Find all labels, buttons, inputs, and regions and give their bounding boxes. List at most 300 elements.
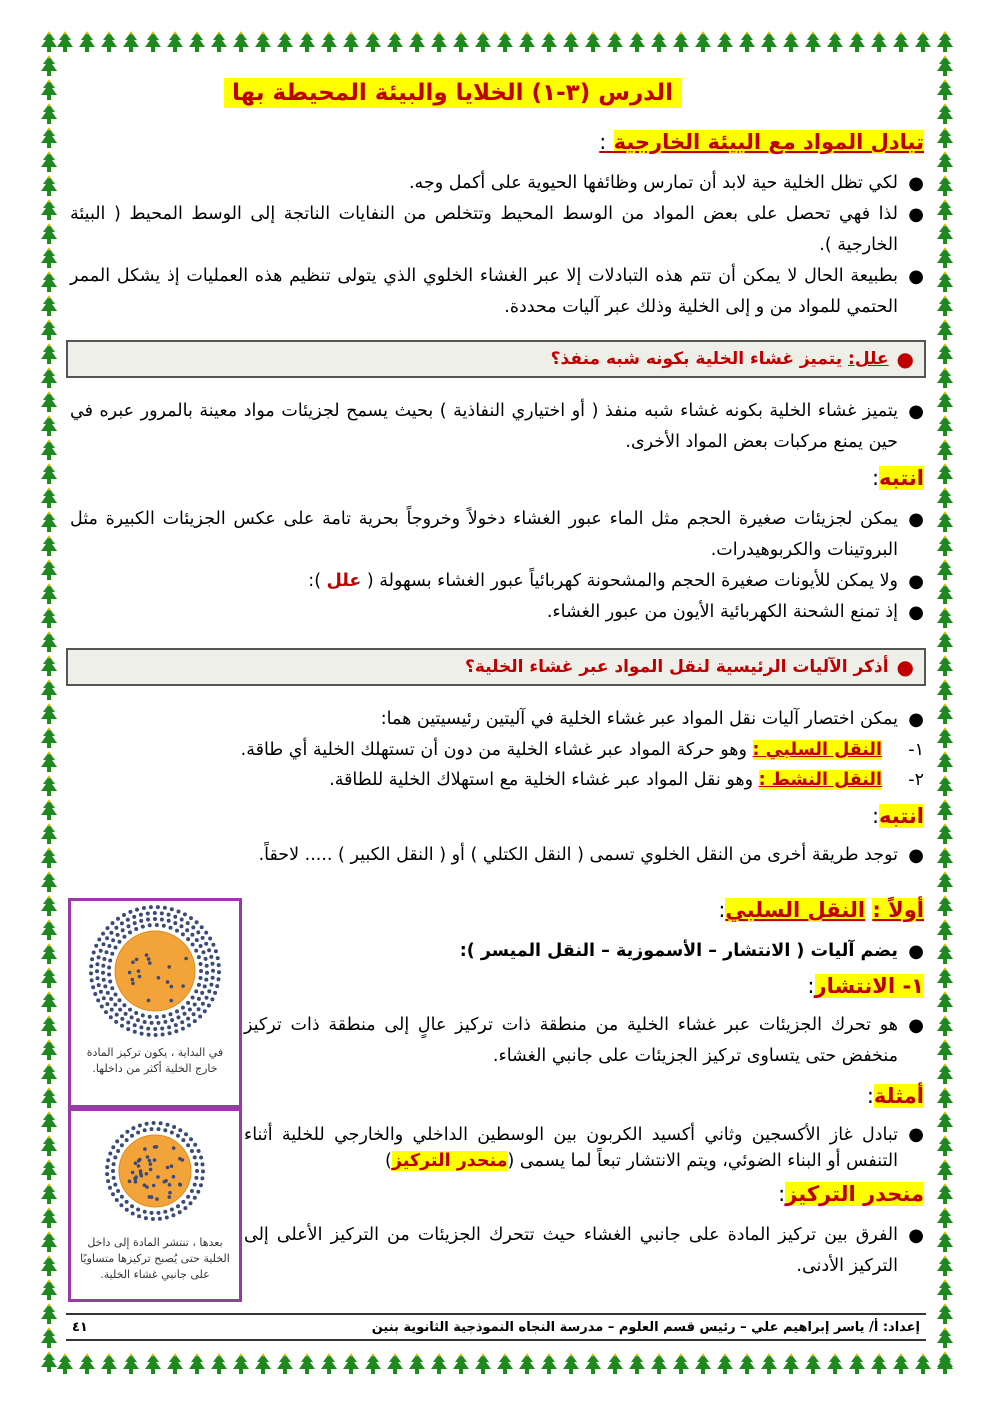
molecule [189,916,193,920]
molecule [215,984,219,988]
tree-icon [38,1110,60,1134]
molecule [105,1165,109,1169]
molecule [184,957,188,961]
molecule [133,1030,137,1034]
tree-icon [670,30,692,54]
tree-icon [38,702,60,726]
molecule [181,984,185,988]
molecule [102,978,106,982]
example-end: ) [384,1151,392,1171]
tree-icon [934,654,956,678]
molecule [181,1200,185,1204]
tree-icon [38,630,60,654]
molecule [90,957,94,961]
molecule [145,1122,149,1126]
tree-icon [934,822,956,846]
tree-icon [934,534,956,558]
passive-includes-text: يضم آليات ( الانتشار – الأسموزية – النقل الميسر ): [459,941,898,961]
footer-label: إعداد: [882,1319,920,1335]
molecule [114,926,118,930]
tree-icon [560,1352,582,1376]
molecule [115,1013,119,1017]
gradient-term: منحدر التركيز [391,1151,508,1171]
tree-icon [912,1352,934,1376]
tree-icon [736,1352,758,1376]
list-item [70,735,924,765]
exchange-list [70,168,924,323]
list-item: ● يمكن لجزيئات صغيرة الحجم مثل الماء عبور الغشاء دخولاً وخروجاً بحرية تامة على عكس الجزيئات الكبيرة مثل البروتينات والكربوهيدرات. [70,504,924,566]
molecule [186,1017,190,1021]
tree-icon [934,1110,956,1134]
molecule [148,961,152,965]
molecule [193,1183,197,1187]
tree-icon [934,102,956,126]
diffusion-figure-after [68,1108,242,1302]
molecule [194,989,198,993]
molecule [133,921,137,925]
molecule [191,996,195,1000]
page-content [66,60,926,1351]
tree-icon [208,1352,230,1376]
molecule [151,1217,155,1221]
molecule [97,938,101,942]
molecule [136,1208,140,1212]
tree-icon [38,798,60,822]
molecule [185,928,189,932]
answer-text: يتميز غشاء الخلية بكونه غشاء شبه منفذ ( أو اختياري النفاذية ) بحيث يسمح لجزيئات مواد معينة بالمرور عبره في حين يمنع مركبات بعض المواد الأخرى. [70,401,898,452]
tree-icon [934,1038,956,1062]
tree-icon [38,750,60,774]
molecule [154,1033,158,1037]
molecule [133,1023,137,1027]
molecule [137,1214,141,1218]
molecule [109,1015,113,1019]
molecule [193,1196,197,1200]
tree-icon [38,486,60,510]
molecule [181,1006,185,1010]
molecule [107,944,111,948]
molecule [108,1152,112,1156]
list-item [70,765,924,795]
tree-icon [296,1352,318,1376]
tree-icon [38,1302,60,1326]
tree-icon [98,30,120,54]
tree-icon [38,294,60,318]
footer-author: أ/ ياسر إبراهيم علي – رئيس قسم العلوم – مدرسة النجاه النموذجية الثانوية بنين [371,1319,879,1335]
list-item-text: يمكن لجزيئات صغيرة الحجم مثل الماء عبور الغشاء دخولاً وخروجاً بحرية تامة على عكس الجزيئات الكبيرة مثل البروتينات والكربوهيدرات. [70,509,898,560]
molecule [105,1002,109,1006]
tree-icon [670,1352,692,1376]
molecule [169,1012,173,1016]
item-number: ١- [908,740,924,760]
molecule [116,1149,120,1153]
molecule [169,926,173,930]
molecule [181,932,185,936]
molecule [120,1195,124,1199]
tree-icon [38,1206,60,1230]
tree-icon [494,1352,516,1376]
tree-icon [76,1352,98,1376]
molecule [173,921,177,925]
tree-icon [296,30,318,54]
tree-icon [934,198,956,222]
tree-icon [120,1352,142,1376]
molecule [107,966,111,970]
molecule [119,1203,123,1207]
tree-icon [912,30,934,54]
molecule [147,957,151,961]
tree-icon [934,1086,956,1110]
diffusion-heading: ١- الانتشار: [807,974,924,998]
molecule [172,1175,176,1179]
molecule [114,1020,118,1024]
tree-icon [120,30,142,54]
molecule [130,1134,134,1138]
tree-icon [38,438,60,462]
passive-heading-colon: : [718,898,726,922]
molecule [195,938,199,942]
molecule [162,1014,166,1018]
molecule [110,986,114,990]
tree-icon [384,30,406,54]
molecule [138,1158,142,1162]
molecule [203,984,207,988]
molecule [167,965,171,969]
tree-icon [38,1230,60,1254]
molecule [207,948,211,952]
molecule [175,1009,179,1013]
note-heading-2 [872,804,924,828]
molecule [96,998,100,1002]
tree-icon [934,270,956,294]
molecule [111,1192,115,1196]
tree-icon [318,1352,340,1376]
molecule [189,1201,193,1205]
molecule [95,962,99,966]
border-right [932,30,956,1376]
molecule [156,905,160,909]
molecule [166,980,170,984]
molecule [130,1204,134,1208]
molecule [145,1172,149,1176]
molecule [147,999,151,1003]
molecule [200,1176,204,1180]
molecule [211,969,215,973]
molecule [107,973,111,977]
molecule [147,1033,151,1037]
tree-icon [38,174,60,198]
tree-icon [428,30,450,54]
tree-icon [934,558,956,582]
tree-icon [38,1350,60,1374]
tree-icon [780,30,802,54]
tree-icon [38,558,60,582]
tree-icon [38,894,60,918]
tree-icon [648,1352,670,1376]
molecule [205,996,209,1000]
gradient-definition: ● الفرق بين تركيز المادة على جانبي الغشاء حيث تتحرك الجزيئات من التركيز الأعلى إلى التركيز الأدنى. [244,1220,924,1282]
molecule [131,978,135,982]
molecule [152,1121,156,1125]
molecule [204,978,208,982]
tree-icon [538,1352,560,1376]
molecule [183,912,187,916]
tree-icon [38,1326,60,1350]
tree-icon [38,870,60,894]
molecule [128,971,132,975]
exchange-heading-colon: : [599,130,607,154]
molecule [139,1172,143,1176]
note-heading-text: انتبه [879,466,924,490]
molecule [120,1024,124,1028]
molecule [118,1008,122,1012]
tree-icon [230,1352,252,1376]
list-item: ● إذ تمنع الشحنة الكهربائية الأيون من عبور الغشاء. [70,597,924,628]
molecule [150,1021,154,1025]
cell-diagram-after [71,1111,239,1231]
molecule [198,1015,202,1019]
tree-icon [38,606,60,630]
molecule [134,1161,138,1165]
molecule [96,976,100,980]
molecule [199,944,203,948]
molecule [106,1179,110,1183]
answer-2: ● يمكن اختصار آليات نقل المواد عبر غشاء الخلية في آليتين رئيسيتين هما: ١- النقل السلبي : وهو حركة المواد عبر غشاء الخلية من دون أن تستهلك الخلية أي طاقة. ٢- النقل النشط : وهو نقل المواد عبر غشاء الخلية مع استهلاك الخلية للطاقة. [70,704,924,795]
diffusion-definition: ● هو تحرك الجزيئات عبر غشاء الخلية من منطقة ذات تركيز عالٍ إلى منطقة ذات تركيز منخفض حتى يتساوى تركيز الجزيئات على جانبي الغشاء. [244,1010,924,1072]
tree-icon [890,1352,912,1376]
molecule [160,1027,164,1031]
tree-icon [38,1182,60,1206]
molecule [131,1126,135,1130]
molecule [131,982,135,986]
tree-icon [164,1352,186,1376]
molecule [180,918,184,922]
tree-icon [38,918,60,942]
molecule [110,952,114,956]
tree-icon [208,30,230,54]
tree-icon [582,1352,604,1376]
molecule [111,1145,115,1149]
tree-icon [38,534,60,558]
molecule [139,913,143,917]
molecule [132,915,136,919]
molecule [157,976,161,980]
tree-icon [38,1062,60,1086]
molecule [139,919,143,923]
tree-icon [934,1230,956,1254]
exchange-heading-text: تبادل المواد مع البيئة الخارجية [613,130,924,154]
molecule [199,969,203,973]
tree-icon [38,822,60,846]
molecule [163,906,167,910]
molecule [116,917,120,921]
tree-icon [362,30,384,54]
molecule [168,1191,172,1195]
molecule [188,1008,192,1012]
molecule [178,1128,182,1132]
tree-icon [38,990,60,1014]
tree-icon [428,1352,450,1376]
molecule [143,1210,147,1214]
molecule [170,1131,174,1135]
tree-icon [626,1352,648,1376]
molecule [205,964,209,968]
molecule [162,924,166,928]
molecule [157,1127,161,1131]
molecule [193,1143,197,1147]
molecule [183,1012,187,1016]
molecule [111,938,115,942]
tree-icon [38,246,60,270]
molecule [205,971,209,975]
cell-body [115,931,195,1011]
molecule [148,923,152,927]
tree-icon [934,1014,956,1038]
tree-icon [252,30,274,54]
molecule [138,1124,142,1128]
molecule [122,1003,126,1007]
molecule [135,958,139,962]
molecule [172,1146,176,1150]
diffusion-heading-text: ١- الانتشار [814,974,924,998]
molecule [150,1127,154,1131]
molecule [190,933,194,937]
answer-intro: يمكن اختصار آليات نقل المواد عبر غشاء الخلية في آليتين رئيسيتين هما: [380,709,898,729]
tree-icon [38,726,60,750]
tree-icon [934,414,956,438]
molecule [131,1171,135,1175]
molecule [217,963,221,967]
molecule [144,1216,148,1220]
molecule [127,924,131,928]
molecule [168,1183,172,1187]
molecule [192,1012,196,1016]
tree-icon [758,30,780,54]
tree-icon [560,30,582,54]
molecule [167,913,171,917]
passive-heading [718,898,924,922]
molecule [189,1137,193,1141]
molecule [163,1210,167,1214]
tree-icon [604,30,626,54]
molecule [183,1206,187,1210]
list-item-text: ولا يمكن للأيونات صغيرة الحجم والمشحونة كهربائياً عبور الغشاء بسهولة ( [366,571,898,591]
molecule [168,1195,172,1199]
question-box-2: ● أذكر الآليات الرئيسية لنقل المواد عبر غشاء الخلية؟ [66,648,926,686]
note-heading-1 [872,466,924,490]
tree-icon [318,30,340,54]
tree-icon [38,966,60,990]
reason-label: علل [326,571,362,591]
note-list-1 [70,504,924,628]
molecule [170,985,174,989]
tree-icon [780,1352,802,1376]
molecule [149,905,153,909]
molecule [170,1208,174,1212]
molecule [106,991,110,995]
tree-icon [934,126,956,150]
list-item: ● لكي تظل الخلية حية لابد أن تمارس وظائفها الحيوية على أكمل وجه. [70,168,924,199]
molecule [172,1125,176,1129]
tree-icon [582,30,604,54]
tree-icon [38,126,60,150]
molecule [180,924,184,928]
molecule [126,1021,130,1025]
list-item: ● لذا فهي تحصل على بعض المواد من الوسط المحيط وتتخلص من النفايات الناتجة إلى الوسط المحيط ( البيئة الخارجية ). [70,199,924,261]
tree-icon [824,1352,846,1376]
molecule [197,983,201,987]
tree-icon [934,894,956,918]
tree-icon [934,966,956,990]
molecule [176,1134,180,1138]
molecule [121,928,125,932]
molecule [118,998,122,1002]
molecule [156,1175,160,1179]
molecule [104,1010,108,1014]
tree-icon [38,1278,60,1302]
molecule [105,950,109,954]
molecule [197,955,201,959]
tree-icon [934,366,956,390]
tree-icon [142,30,164,54]
molecule [124,1012,128,1016]
tree-icon [934,798,956,822]
tree-icon [934,1278,956,1302]
molecule [204,942,208,946]
note-heading-colon: : [871,804,880,828]
tree-icon [934,1134,956,1158]
note-heading-colon: : [871,466,880,490]
molecule [146,1027,150,1031]
molecule [196,930,200,934]
molecule [113,1003,117,1007]
tree-icon [934,1350,956,1374]
tree-icon [824,30,846,54]
tree-icon [934,678,956,702]
molecule [141,925,145,929]
question-text: يتميز غشاء الخلية بكونه شبه منفذ؟ [550,349,843,369]
tree-icon [38,1086,60,1110]
molecule [105,936,109,940]
molecule [199,962,203,966]
molecule [171,1213,175,1217]
molecule [186,1143,190,1147]
molecule [125,1138,129,1142]
note-list-2: ● توجد طريقة أخرى من النقل الخلوي تسمى ( النقل الكتلي ) أو ( النقل الكبير ) ..... لاحقاً. [70,840,924,871]
molecule [186,937,190,941]
molecule [216,956,220,960]
tree-icon [934,726,956,750]
molecule [116,1189,120,1193]
tree-icon [934,342,956,366]
molecule [131,1212,135,1216]
tree-icon [714,30,736,54]
tree-icon [846,1352,868,1376]
tree-icon [934,54,956,78]
tree-icon [38,942,60,966]
tree-icon [934,1062,956,1086]
molecule [145,953,149,957]
tree-icon [38,1038,60,1062]
tree-icon [38,1158,60,1182]
tree-icon [186,30,208,54]
tree-icon [406,1352,428,1376]
molecule [211,943,215,947]
molecule [89,964,93,968]
tree-icon [186,1352,208,1376]
molecule [120,1017,124,1021]
example-text: تبادل غاز الأكسجين وثاني أكسيد الكربون بين الوسطين الداخلي والخارجي للخلية أثناء التنفس أو البناء الضوئي، ويتم الانتشار تبعاً لما يسمى ( [244,1125,898,1171]
